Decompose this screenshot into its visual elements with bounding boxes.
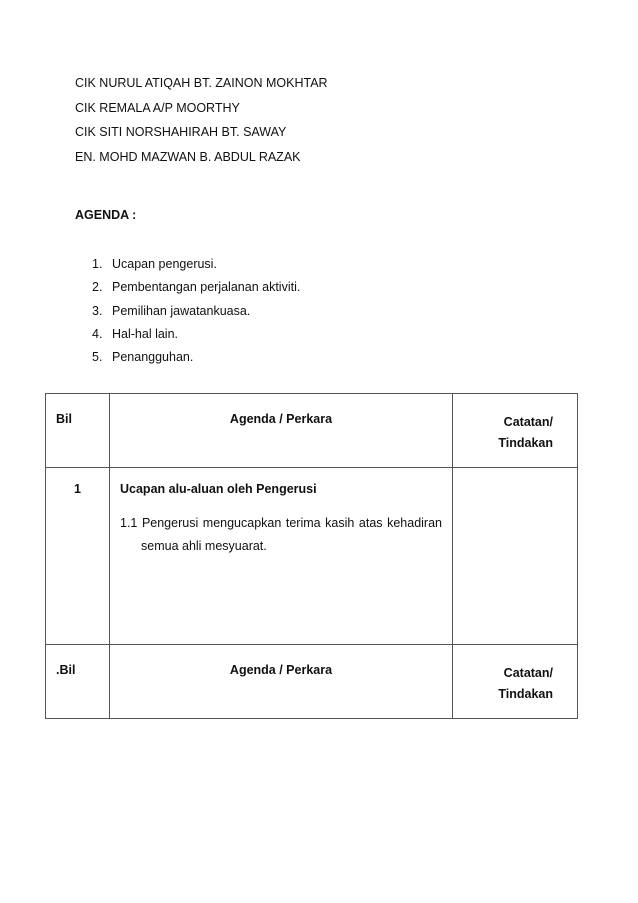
agenda-item-number: 5.	[92, 350, 103, 365]
agenda-item-number: 3.	[92, 303, 103, 318]
header-catatan	[453, 645, 578, 719]
header-bil: .Bil	[46, 645, 110, 719]
attendee-name: CIK NURUL ATIQAH BT. ZAINON MOKHTAR	[75, 76, 328, 90]
row-subitem-line2: semua ahli mesyuarat.	[141, 539, 267, 553]
attendee-name: EN. MOHD MAZWAN B. ABDUL RAZAK	[75, 149, 301, 164]
row-catatan	[453, 468, 578, 645]
row-subitem-line1: 1.1 Pengerusi mengucapkan terima kasih atas kehadiran	[120, 516, 442, 530]
agenda-item	[92, 253, 300, 276]
table-row	[46, 468, 578, 645]
agenda-item-text: Penangguhan.	[112, 350, 194, 365]
agenda-item-number: 2.	[92, 280, 103, 295]
row-content	[110, 468, 453, 645]
agenda-item	[92, 300, 300, 323]
header-catatan-line2: Tindakan	[498, 436, 553, 450]
header-agenda: Agenda / Perkara	[110, 394, 453, 468]
agenda-list	[92, 253, 300, 369]
attendee-list	[75, 71, 328, 169]
attendee-name: CIK SITI NORSHAHIRAH BT. SAWAY	[75, 125, 287, 139]
header-catatan-line2: Tindakan	[498, 687, 553, 701]
agenda-item	[92, 323, 300, 346]
table-header-row	[46, 394, 578, 468]
agenda-item-number: 1.	[92, 257, 103, 271]
agenda-item-text: Hal-hal lain.	[112, 326, 179, 341]
attendee-name: CIK REMALA A/P MOORTHY	[75, 100, 240, 115]
agenda-item	[92, 346, 300, 369]
agenda-item-number: 4.	[92, 326, 103, 341]
header-agenda: Agenda / Perkara	[110, 645, 453, 719]
header-catatan-line1: Catatan/	[503, 415, 553, 429]
table-header-row	[46, 645, 578, 719]
agenda-item-text: Pemilihan jawatankuasa.	[112, 303, 251, 318]
agenda-item-text: Pembentangan perjalanan aktiviti.	[112, 280, 301, 295]
agenda-heading: AGENDA :	[75, 208, 137, 222]
header-catatan	[453, 394, 578, 468]
header-catatan-line1: Catatan/	[503, 666, 553, 680]
row-number: 1	[46, 468, 110, 645]
header-bil: Bil	[46, 394, 110, 468]
agenda-item-text: Ucapan pengerusi.	[112, 257, 217, 271]
agenda-item	[92, 276, 300, 299]
minutes-table	[45, 393, 578, 719]
row-title: Ucapan alu-aluan oleh Pengerusi	[120, 482, 317, 496]
